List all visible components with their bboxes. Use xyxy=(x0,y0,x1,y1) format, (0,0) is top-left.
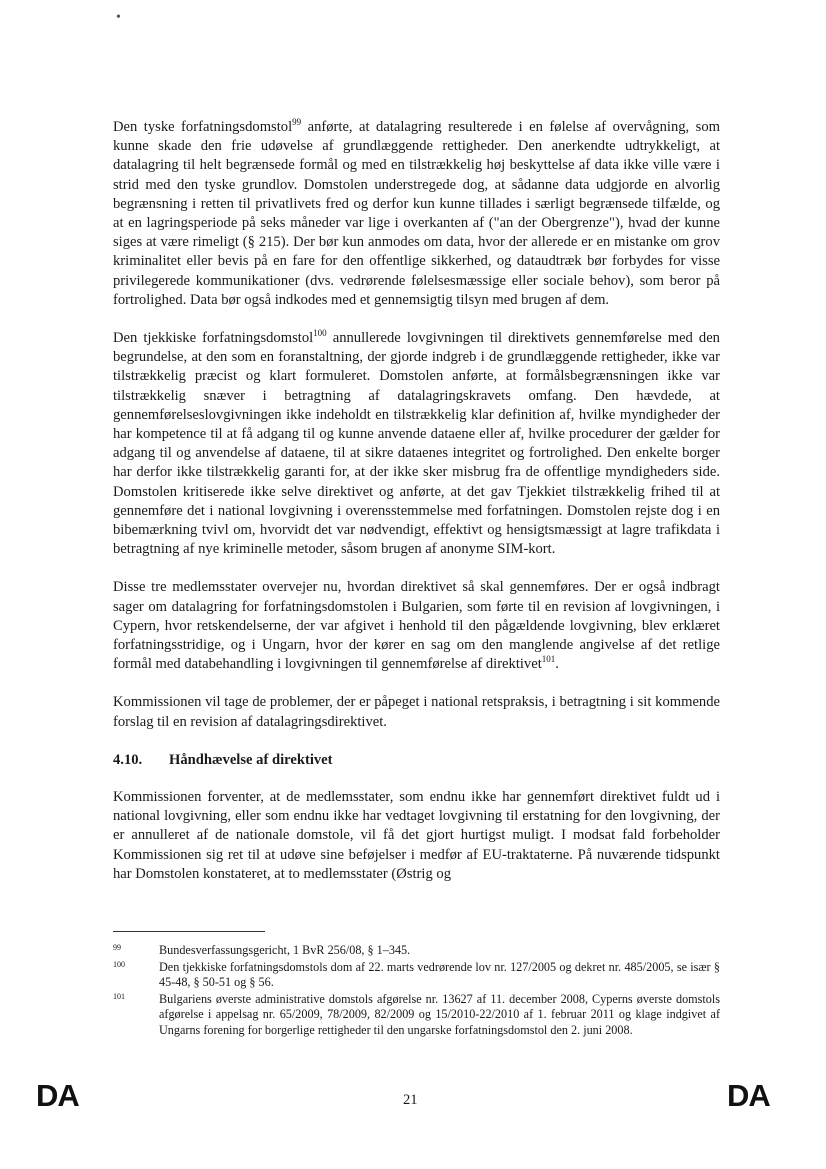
footnote-number: 101 xyxy=(113,991,125,1001)
footnote-text: Den tjekkiske forfatningsdomstols dom af 22. marts vedrørende lov nr. 127/2005 og dekret nr. 485/2005, se især § 45-48, § 50-51 og § 56. xyxy=(159,959,720,989)
footnotes xyxy=(113,943,720,1039)
section-number: 4.10. xyxy=(113,751,143,768)
paragraph-german-court xyxy=(113,118,720,310)
paragraph-commission-review: Kommissionen vil tage de problemer, der er påpeget i national retspraksis, i betragtning i sit kommende forslag til en revision af datalagringsdirektivet. xyxy=(113,694,720,730)
section-heading xyxy=(113,751,720,770)
footnote-ref-99[interactable]: 99 xyxy=(292,117,302,128)
footnote-divider xyxy=(113,931,265,932)
footnote xyxy=(113,992,720,1039)
page-number: 21 xyxy=(403,1092,418,1108)
footnote-number: 100 xyxy=(113,959,125,969)
paragraph-text: Den tjekkiske forfatningsdomstol xyxy=(113,330,314,347)
paragraph-text: anførte, at datalagring resulterede i en følelse af overvågning, som kunne skade den frie udøvelse af grundlæggende rettigheder. Den anerkendte udtrykkeligt, at datalagring til helt begrænsede formål og med en tilstrækkelig høj beskyttelse af data ikke ville være i strid med den tyske grundlov. Domstolen understregede dog, at sådanne data udgjorde en alvorlig begrænsning i retten til privatlivets fred og derfor kun kunne tillades i særligt begrænsede tilfælde, og at en lagringsperiode på seks måneder var lige i overkanten af ("an der Obergrenze"), hvad der kunne siges at være rimeligt (§ 215). Der bør kun anmodes om data, hvor der allerede er en mistanke om grov kriminalitet eller bevis på en fare for den offentlige sikkerhed, og dataudtræk bør forbydes for visse privilegerede kommunikationer (dvs. vedrørende følelsesmæssige eller sociale behov), som beror på fortrolighed. Data bør også indkodes med et gennemsigtig tilsyn med brugen af dem. xyxy=(113,119,720,308)
language-code-left: DA xyxy=(36,1078,79,1113)
footnote-text: Bulgariens øverste administrative domstols afgørelse nr. 13627 af 11. december 2008, Cyperns øverste domstols afgørelse i appelsag nr. 65/2009, 78/2009, 82/2009 og 15/2010-22/2010 af 1. februar 2011 og klage indgivet af Ungarns forening for borgerlige rettigheder til den ungarske forfatningsdomstol den 2. juni 2008. xyxy=(159,991,720,1037)
paragraph-member-states xyxy=(113,578,720,674)
paragraph-text: Disse tre medlemsstater overvejer nu, hvordan direktivet så skal gennemføres. Der er også indbragt sager om datalagring for forfatningsdomstolen i Bulgarien, som førte til en revision af lovgivningen, i Cypern, hvor retskendelserne, der var afgivet i henhold til den pågældende lovgivning, blev erklæret forfatningsstridige, og i Ungarn, hvor der kører en sag om den manglende angivelse af det retlige formål med databehandling i lovgivningen til gennemførelse af direktivet xyxy=(113,579,720,673)
paragraph-enforcement: Kommissionen forventer, at de medlemsstater, som endnu ikke har gennemført direktivet fuldt ud i national lovgivning, eller som endnu ikke har vedtaget lovgivning til erstatning for den lovgivning, der er annulleret af de nationale domstole, vil få det gjort hurtigst muligt. I modsat fald forbeholder Kommissionen sig ret til at udøve sine beføjelser i medfør af EU-traktaterne. På nuværende tidspunkt har Domstolen konstateret, at to medlemsstater (Østrig og xyxy=(113,788,720,882)
paragraph-text: annullerede lovgivningen til direktivets gennemførelse med den begrundelse, at den som en foranstaltning, der gjorde indgreb i de grundlæggende rettigheder, ikke var tilstrækkelig præcist og klart formuleret. Domstolen anførte, at formålsbegrænsningen ikke var tilstrækkelig snæver i betragtning af datalagringskravets omfang. Den hævdede, at gennemførelseslovgivningen ikke indeholdt en tilstrækkelig klar definition af, hvilke myndigheder der har kompetence til at få adgang til og kunne anvende dataene eller af, hvilke procedurer der gælder for adgang til og anvendelse af dataene, til at sikre dataenes integritet og fortrolighed. Den enkelte borger har derfor ikke tilstrækkelig garanti for, at der ikke sker misbrug fra de offentlige myndigheders side. Domstolen kritiserede ikke selve direktivet og anførte, at det gav Tjekkiet tilstrækkelig frihed til at gennemføre det i national lovgivning i overensstemmelse med forfatningen. Domstolen rejste dog i en bibemærkning tvivl om, hvorvidt det var nødvendigt, effektivt og hensigtsmæssigt at lagre trafikdata i betragtning af nye kriminelle metoder, såsom brugen af anonyme SIM-kort. xyxy=(113,330,720,558)
header-mark: • xyxy=(116,10,121,25)
footnote-text: Bundesverfassungsgericht, 1 BvR 256/08, § 1–345. xyxy=(159,943,411,957)
language-code-right: DA xyxy=(727,1078,770,1113)
paragraph-text: . xyxy=(555,656,559,673)
document-body xyxy=(113,118,720,903)
paragraph-text: Den tyske forfatningsdomstol xyxy=(113,119,293,135)
footnote-number: 99 xyxy=(113,943,121,952)
footnote-ref-100[interactable]: 100 xyxy=(313,328,327,339)
section-title: Håndhævelse af direktivet xyxy=(169,751,333,768)
paragraph-czech-court xyxy=(113,329,720,559)
footnote-ref-101[interactable]: 101 xyxy=(541,654,556,665)
footnote xyxy=(113,960,720,991)
footnote xyxy=(113,943,720,959)
